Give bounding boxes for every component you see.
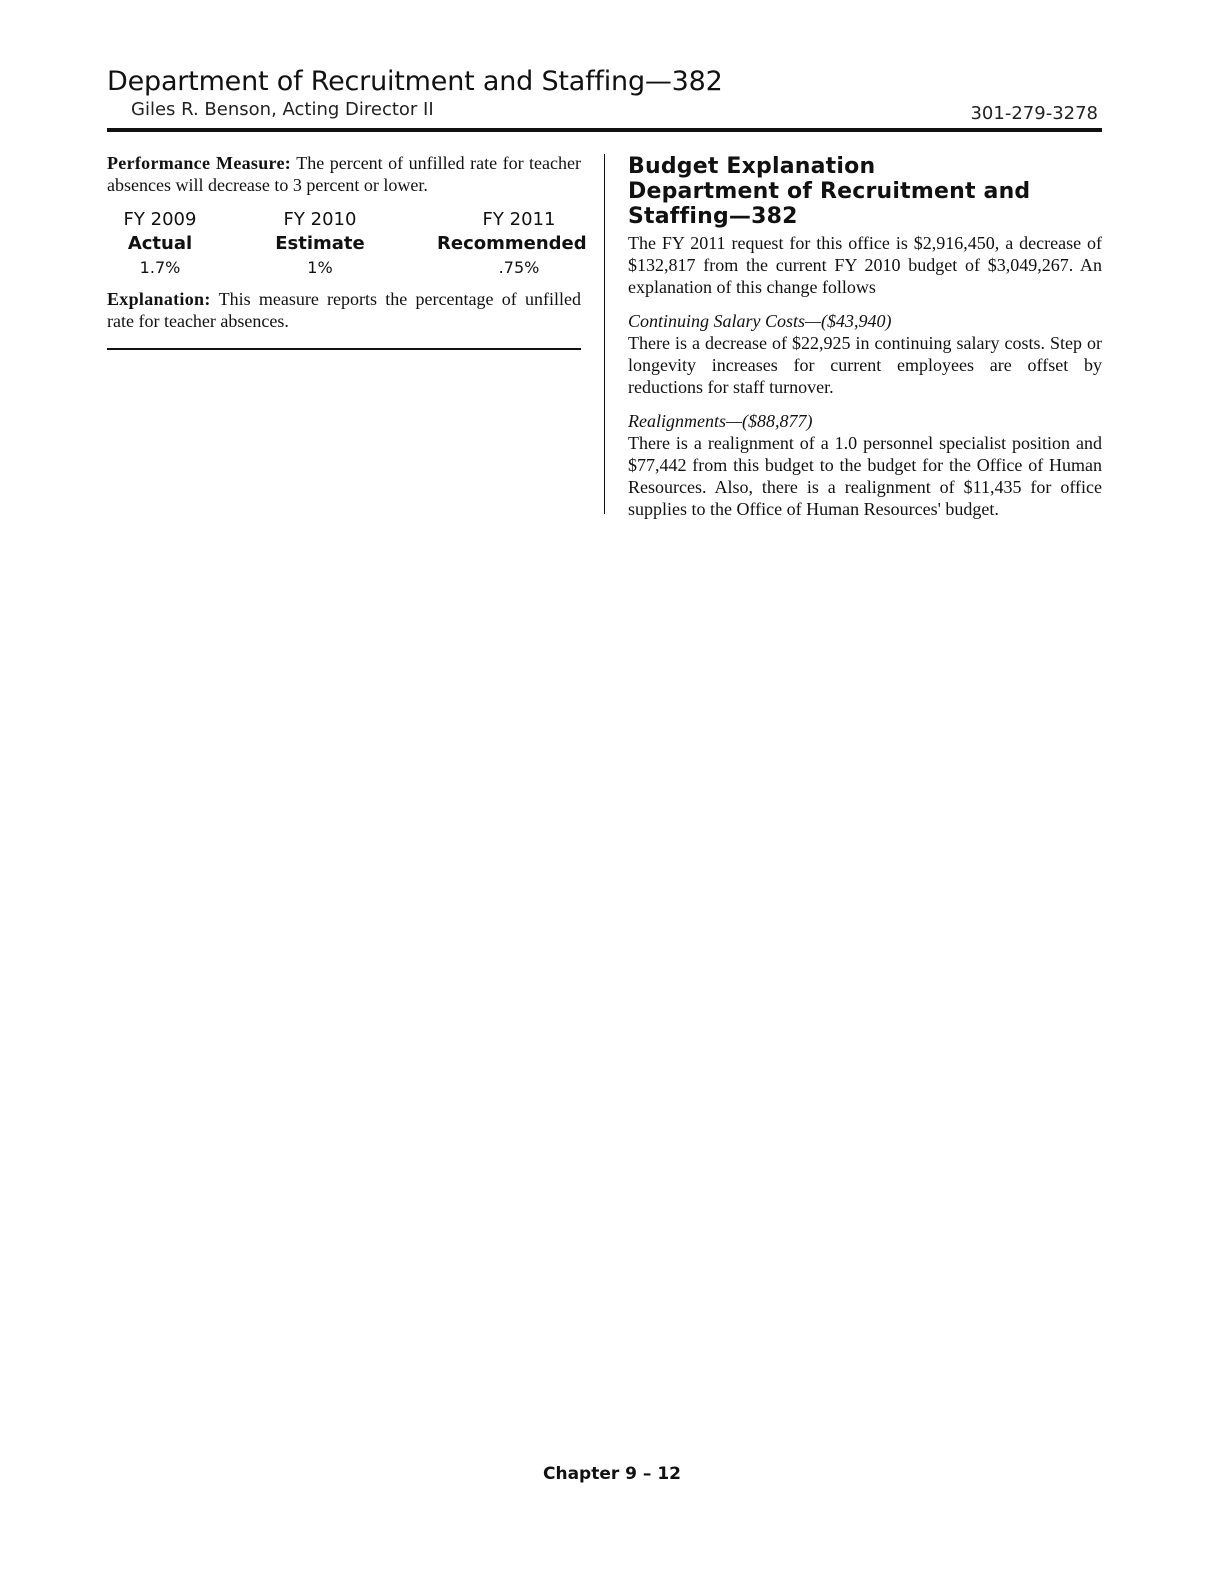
section-text: There is a realignment of a 1.0 personnel specialist position and $77,442 from this budget to the budget for the Office of Human Resources. Also, there is a realignment of $11,435 for office supplies to the Office of Human Resources' budget. [628,433,1102,519]
header-rule [107,128,1102,132]
measure-column [437,208,587,280]
column-divider [604,154,605,514]
budget-heading: Budget Explanation [628,154,876,179]
page-header [107,66,1102,124]
measure-value: .75% [498,258,540,277]
measure-kind: Actual [127,233,193,254]
budget-heading: Staffing—382 [628,204,798,229]
performance-label: Performance Measure: [107,153,292,173]
explanation [107,288,581,332]
section-title: Realignments—($88,877) [628,411,813,431]
measure-column [107,208,213,280]
measure-kind: Recommended [437,233,587,254]
page-number: Chapter 9 – 12 [542,1464,681,1484]
section-end-rule [107,348,581,350]
budget-heading: Department of Recruitment and [628,179,1031,204]
measure-year: FY 2010 [283,209,357,230]
explanation-label: Explanation: [107,289,211,309]
budget-intro: The FY 2011 request for this office is $2,916,450, a decrease of $132,817 from the current FY 2010 budget of $3,049,267. An explanation of this change follows [628,233,1102,297]
header-subrow [107,98,1102,124]
measures-table [107,208,587,282]
explanation-text: This measure reports the percentage of unfilled rate for teacher absences. [107,289,581,331]
section-text: There is a decrease of $22,925 in continuing salary costs. Step or longevity increases for current employees are offset by reductions for staff turnover. [628,333,1102,397]
performance-section [107,152,587,350]
measure-value: 1% [307,258,333,277]
section-title: Continuing Salary Costs—($43,940) [628,311,892,331]
measure-year: FY 2009 [123,209,197,230]
director-name: Giles R. Benson, Acting Director II [131,99,434,120]
measure-year: FY 2011 [482,209,556,230]
performance-measure [107,152,581,196]
measure-value: 1.7% [139,258,181,277]
measure-column [267,208,373,280]
page-title: Department of Recruitment and Staffing—382 [107,66,723,97]
phone-number: 301-279-3278 [970,103,1098,124]
performance-text: The percent of unfilled rate for teacher absences will decrease to 3 percent or lower. [107,153,581,195]
budget-explanation [628,154,1102,520]
measure-kind: Estimate [275,233,365,254]
